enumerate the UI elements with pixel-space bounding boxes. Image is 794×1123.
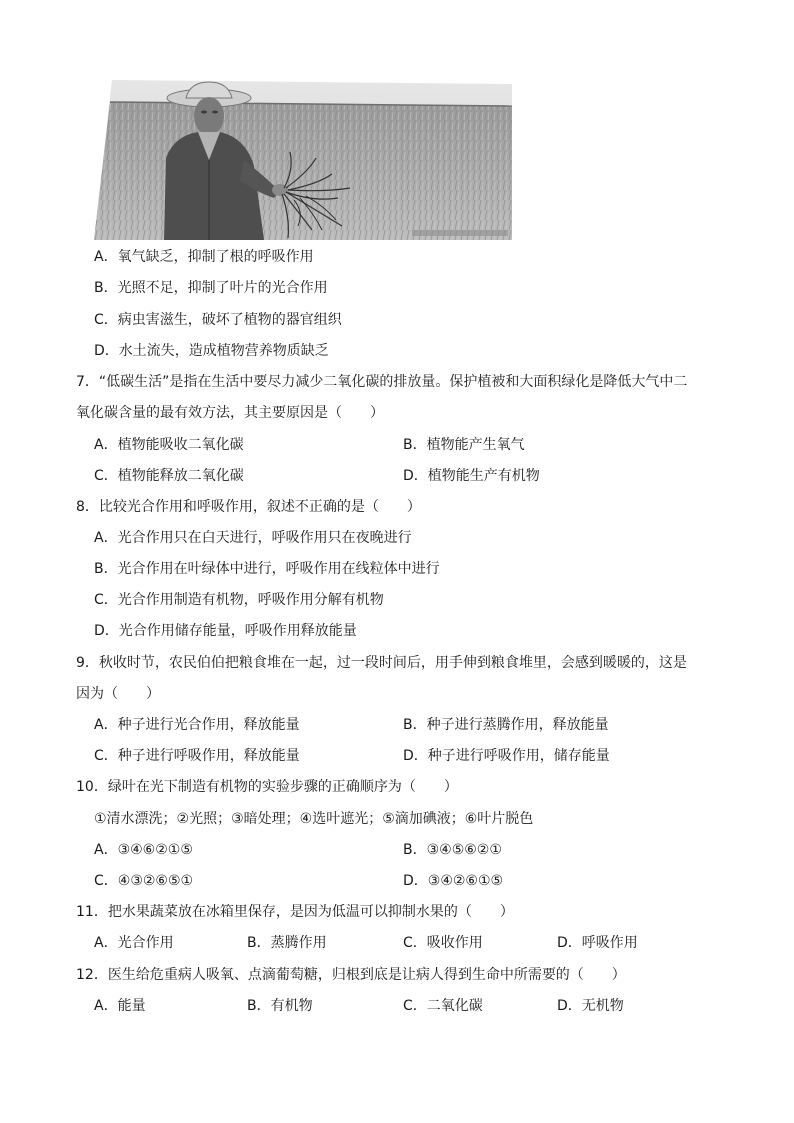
q8-option-c[interactable]: C．光合作用制造有机物，呼吸作用分解有机物 [94, 592, 384, 608]
q9-option-b[interactable]: B．种子进行蒸腾作用，释放能量 [403, 717, 609, 733]
q7-option-a[interactable]: A．植物能吸收二氧化碳 [94, 437, 244, 453]
q12-option-d[interactable]: D．无机物 [557, 998, 624, 1014]
q9-stem-line1: 9．秋收时节，农民伯伯把粮食堆在一起，过一段时间后，用手伸到粮食堆里，会感到暖暖的，这是 [76, 655, 687, 671]
q11-option-b[interactable]: B．蒸腾作用 [247, 935, 327, 951]
q8-option-d[interactable]: D．光合作用储存能量，呼吸作用释放能量 [94, 623, 357, 639]
q7-option-c[interactable]: C．植物能释放二氧化碳 [94, 468, 244, 484]
q9-option-a[interactable]: A．种子进行光合作用，释放能量 [94, 717, 300, 733]
q11-option-d[interactable]: D．呼吸作用 [557, 935, 638, 951]
q12-option-c[interactable]: C．二氧化碳 [403, 998, 483, 1014]
q7-option-b[interactable]: B．植物能产生氧气 [403, 437, 525, 453]
q8-stem: 8．比较光合作用和呼吸作用，叙述不正确的是（ ） [76, 499, 421, 515]
q7-stem-line2: 氧化碳含量的最有效方法，其主要原因是（ ） [76, 405, 384, 421]
q6-option-c[interactable]: C．病虫害滋生，破坏了植物的器官组织 [94, 312, 342, 328]
q9-option-c[interactable]: C．种子进行呼吸作用，释放能量 [94, 748, 300, 764]
farmer-in-field-photo [94, 80, 512, 240]
q10-option-b[interactable]: B．③④⑤⑥②① [403, 842, 502, 858]
q7-option-d[interactable]: D．植物能生产有机物 [403, 468, 540, 484]
q9-stem-line2: 因为（ ） [76, 686, 160, 702]
q10-steps: ①清水漂洗；②光照；③暗处理；④选叶遮光；⑤滴加碘液；⑥叶片脱色 [94, 811, 534, 827]
q11-option-a[interactable]: A．光合作用 [94, 935, 174, 951]
q6-option-a[interactable]: A．氧气缺乏，抑制了根的呼吸作用 [94, 249, 314, 265]
q6-option-b[interactable]: B．光照不足，抑制了叶片的光合作用 [94, 280, 328, 296]
q10-option-c[interactable]: C．④③②⑥⑤① [94, 873, 194, 889]
q6-option-d[interactable]: D．水土流失，造成植物营养物质缺乏 [94, 343, 329, 359]
q12-stem: 12．医生给危重病人吸氧、点滴葡萄糖，归根到底是让病人得到生命中所需要的（ ） [76, 967, 626, 983]
q12-option-b[interactable]: B．有机物 [247, 998, 313, 1014]
q10-stem: 10．绿叶在光下制造有机物的实验步骤的正确顺序为（ ） [76, 779, 458, 795]
q8-option-b[interactable]: B．光合作用在叶绿体中进行，呼吸作用在线粒体中进行 [94, 561, 440, 577]
q7-stem-line1: 7．“低碳生活”是指在生活中要尽力减少二氧化碳的排放量。保护植被和大面积绿化是降低大气中二 [76, 374, 688, 390]
q8-option-a[interactable]: A．光合作用只在白天进行，呼吸作用只在夜晚进行 [94, 530, 412, 546]
q11-option-c[interactable]: C．吸收作用 [403, 935, 483, 951]
q10-option-d[interactable]: D．③④②⑥①⑤ [403, 873, 504, 889]
q12-option-a[interactable]: A．能量 [94, 998, 146, 1014]
q9-option-d[interactable]: D．种子进行呼吸作用，储存能量 [403, 748, 610, 764]
q10-option-a[interactable]: A．③④⑥②①⑤ [94, 842, 193, 858]
q11-stem: 11．把水果蔬菜放在冰箱里保存，是因为低温可以抑制水果的（ ） [76, 904, 514, 920]
